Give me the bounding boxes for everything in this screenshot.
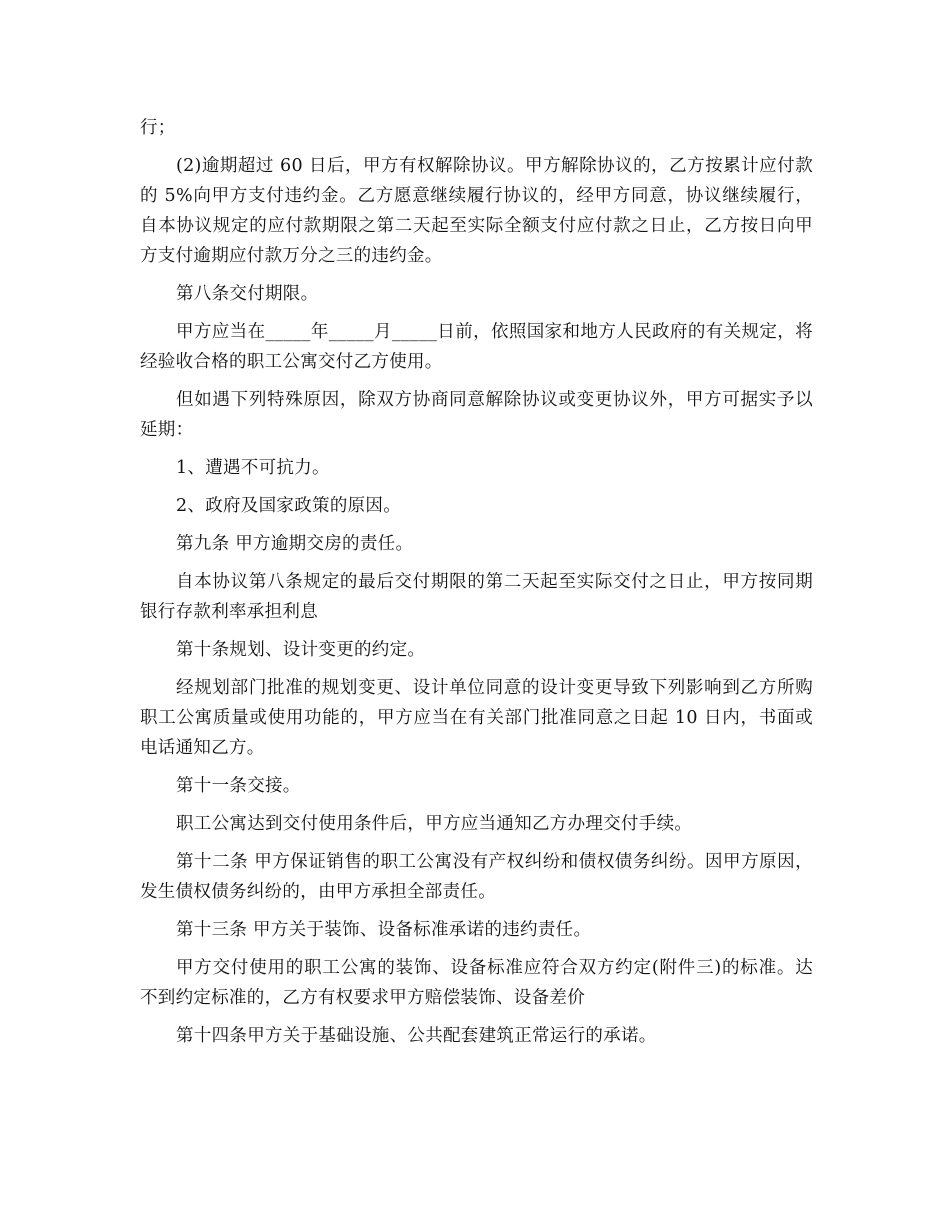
paragraph-special-reasons: 但如遇下列特殊原因，除双方协商同意解除协议或变更协议外，甲方可据实予以延期： <box>140 390 813 440</box>
list-item-force-majeure: 1、遭遇不可抗力。 <box>176 458 330 478</box>
article-8-heading: 第八条交付期限。 <box>176 284 319 304</box>
paragraph-delivery-date: 甲方应当在_____年_____月_____日前，依照国家和地方人民政府的有关规定，将经验收合格的职工公寓交付乙方使用。 <box>140 322 813 372</box>
article-10-heading: 第十条规划、设计变更的约定。 <box>176 640 426 660</box>
article-14-heading: 第十四条甲方关于基础设施、公共配套建筑正常运行的承诺。 <box>176 1026 657 1046</box>
paragraph-design-change-notice: 经规划部门批准的规划变更、设计单位同意的设计变更导致下列影响到乙方所购职工公寓质量或使用功能的，甲方应当在有关部门批准同意之日起 10 日内，书面或电话通知乙方。 <box>140 678 813 758</box>
article-13-heading: 第十三条 甲方关于装饰、设备标准承诺的违约责任。 <box>176 920 592 940</box>
paragraph-handover: 职工公寓达到交付使用条件后，甲方应当通知乙方办理交付手续。 <box>176 814 693 834</box>
paragraph-decoration-standards: 甲方交付使用的职工公寓的装饰、设备标准应符合双方约定(附件三)的标准。达不到约定标准的，乙方有权要求甲方赔偿装饰、设备差价 <box>140 958 813 1008</box>
paragraph-continuation: 行； <box>140 118 176 138</box>
paragraph-overdue-60-days: (2)逾期超过 60 日后，甲方有权解除协议。甲方解除协议的，乙方按累计应付款的 5%向甲方支付违约金。乙方愿意继续履行协议的，经甲方同意，协议继续履行，自本协议规定的应付款期限之第二天起至实际全额支付应付款之日止，乙方按日向甲方支付逾期应付款万分之三的违约金。 <box>140 156 813 266</box>
article-9-heading: 第九条 甲方逾期交房的责任。 <box>176 534 414 554</box>
article-11-heading: 第十一条交接。 <box>176 776 301 796</box>
article-12-paragraph: 第十二条 甲方保证销售的职工公寓没有产权纠纷和债权债务纠纷。因甲方原因，发生债权债务纠纷的，由甲方承担全部责任。 <box>140 852 813 902</box>
paragraph-late-delivery-interest: 自本协议第八条规定的最后交付期限的第二天起至实际交付之日止，甲方按同期银行存款利率承担利息 <box>140 572 813 622</box>
list-item-government-policy: 2、政府及国家政策的原因。 <box>176 496 402 516</box>
document-body <box>140 113 813 1051</box>
